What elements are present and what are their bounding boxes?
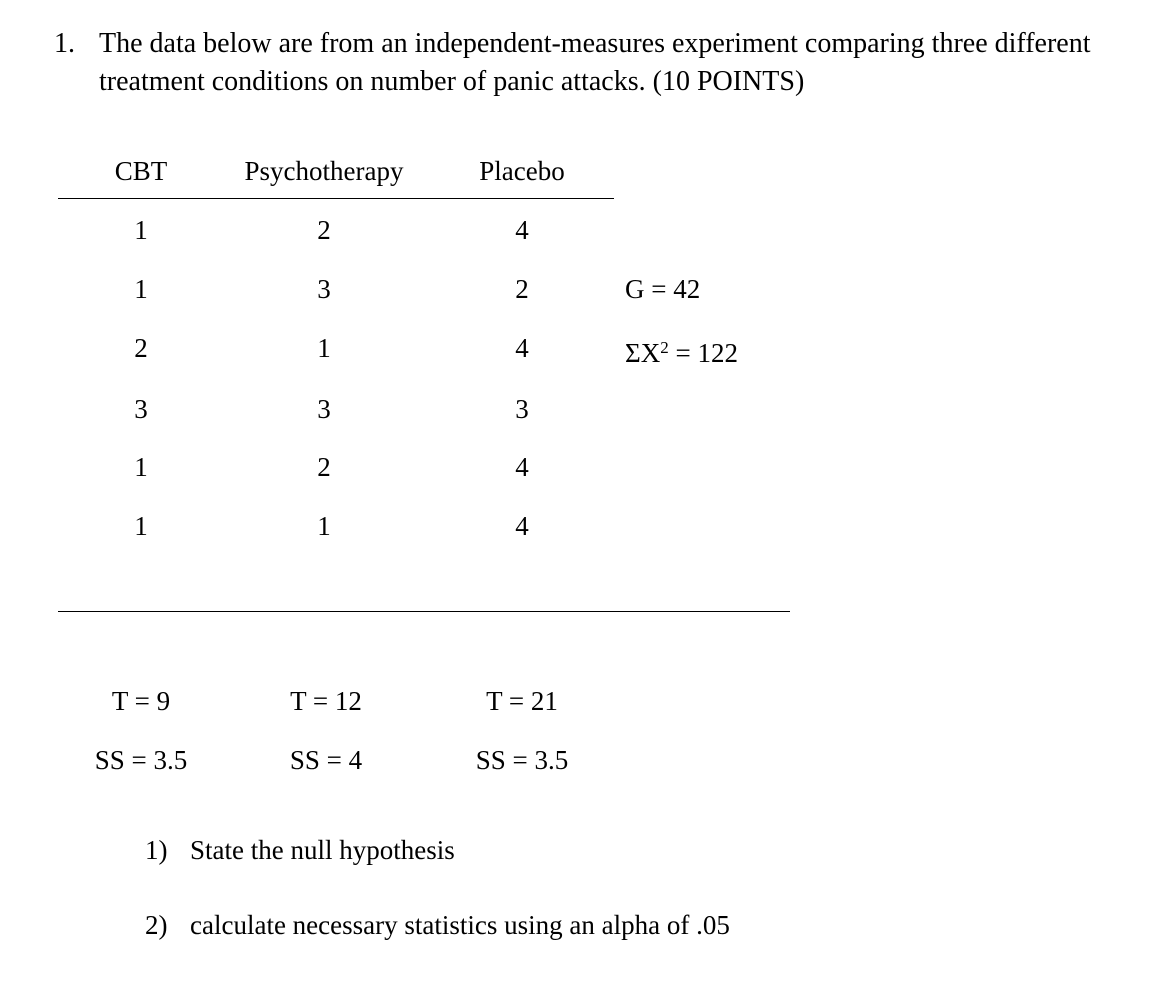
header-divider bbox=[58, 198, 614, 199]
column-header-placebo: Placebo bbox=[479, 156, 565, 186]
cell-placebo-4: 3 bbox=[515, 394, 529, 424]
cell-cbt-6: 1 bbox=[134, 511, 148, 541]
sum-of-squared-scores bbox=[625, 333, 738, 368]
cell-placebo-2: 2 bbox=[515, 274, 529, 304]
cell-cbt-3: 2 bbox=[134, 333, 148, 363]
cell-psychotherapy-3: 1 bbox=[317, 333, 331, 363]
cell-cbt-5: 1 bbox=[134, 452, 148, 482]
task-2-text: calculate necessary statistics using an alpha of .05 bbox=[190, 910, 730, 940]
question-number: 1. bbox=[54, 28, 75, 59]
column-header-psychotherapy: Psychotherapy bbox=[244, 156, 404, 186]
question-text-line-2: treatment conditions on number of panic attacks. (10 POINTS) bbox=[99, 66, 805, 97]
cell-placebo-6: 4 bbox=[515, 511, 529, 541]
cell-cbt-1: 1 bbox=[134, 215, 148, 245]
cell-psychotherapy-5: 2 bbox=[317, 452, 331, 482]
task-1-number: 1) bbox=[145, 835, 168, 865]
cell-psychotherapy-6: 1 bbox=[317, 511, 331, 541]
ss-placebo: SS = 3.5 bbox=[475, 745, 569, 775]
question-text-line-1: The data below are from an independent-measures experiment comparing three different bbox=[99, 28, 1091, 59]
ss-cbt: SS = 3.5 bbox=[94, 745, 188, 775]
total-cbt: T = 9 bbox=[111, 686, 171, 716]
cell-cbt-2: 1 bbox=[134, 274, 148, 304]
cell-cbt-4: 3 bbox=[134, 394, 148, 424]
cell-placebo-1: 4 bbox=[515, 215, 529, 245]
total-psychotherapy: T = 12 bbox=[290, 686, 362, 716]
total-placebo: T = 21 bbox=[486, 686, 558, 716]
cell-placebo-5: 4 bbox=[515, 452, 529, 482]
totals-divider bbox=[58, 611, 790, 612]
cell-psychotherapy-4: 3 bbox=[317, 394, 331, 424]
sum-x2-prefix: ΣX bbox=[625, 338, 661, 368]
task-1-text: State the null hypothesis bbox=[190, 835, 455, 865]
sum-x2-value: = 122 bbox=[668, 338, 738, 368]
column-header-cbt: CBT bbox=[114, 156, 168, 186]
ss-psychotherapy: SS = 4 bbox=[289, 745, 363, 775]
grand-total: G = 42 bbox=[625, 274, 701, 304]
sum-x2-superscript: 2 bbox=[660, 338, 669, 357]
cell-psychotherapy-1: 2 bbox=[317, 215, 331, 245]
cell-psychotherapy-2: 3 bbox=[317, 274, 331, 304]
task-2-number: 2) bbox=[145, 910, 168, 940]
cell-placebo-3: 4 bbox=[515, 333, 529, 363]
